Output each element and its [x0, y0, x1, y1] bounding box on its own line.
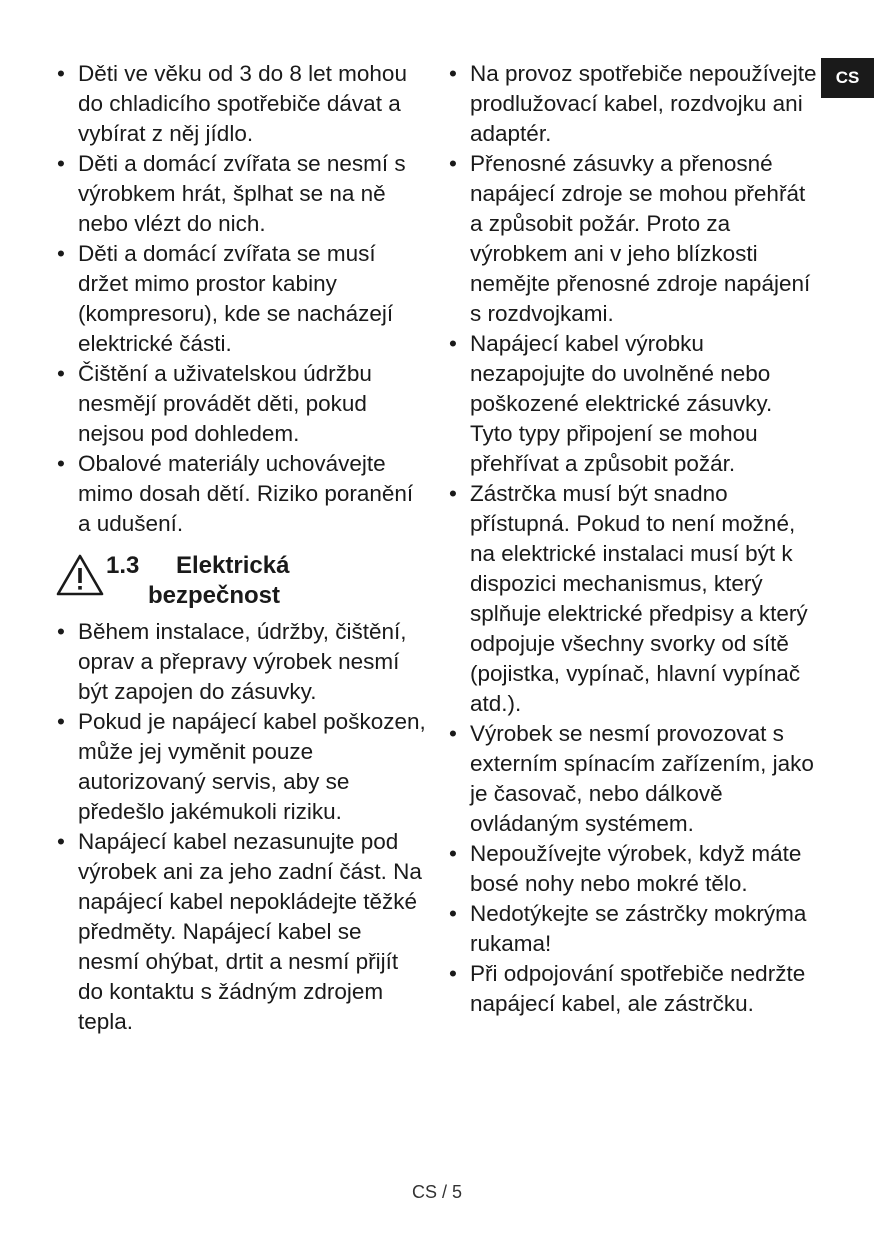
warning-triangle-icon	[56, 553, 104, 597]
list-item: • Na provoz spotřebiče nepoužívejte prodlužovací kabel, rozdvojku ani adaptér.	[448, 59, 820, 149]
right-column	[448, 59, 820, 1019]
list-item: • Děti a domácí zvířata se musí držet mimo prostor kabiny (kompresoru), kde se nacházejí elektrické části.	[56, 239, 428, 359]
list-item: • Zástrčka musí být snadno přístupná. Pokud to není možné, na elektrické instalaci musí být k dispozici mechanismus, který splňuje elektrické předpisy a který odpojuje všechny svorky od sítě (pojistka, vypínač, hlavní vypínač atd.).	[448, 479, 820, 719]
section-title	[106, 551, 306, 611]
list-item: • Pokud je napájecí kabel poškozen, může jej vyměnit pouze autorizovaný servis, aby se předešlo jakémukoli riziku.	[56, 707, 428, 827]
list-item: • Napájecí kabel nezasunujte pod výrobek ani za jeho zadní část. Na napájecí kabel nepokládejte těžké předměty. Napájecí kabel se nesmí ohýbat, drtit a nesmí přijít do kontaktu s žádným zdrojem tepla.	[56, 827, 428, 1037]
left-bullet-list-top	[56, 59, 428, 539]
left-column	[56, 59, 428, 1037]
list-item: • Čištění a uživatelskou údržbu nesmějí provádět děti, pokud nejsou pod dohledem.	[56, 359, 428, 449]
list-item: • Při odpojování spotřebiče nedržte napájecí kabel, ale zástrčku.	[448, 959, 820, 1019]
right-bullet-list	[448, 59, 820, 1019]
section-number: 1.3	[106, 552, 140, 579]
list-item: • Během instalace, údržby, čištění, oprav a přepravy výrobek nesmí být zapojen do zásuvky.	[56, 617, 428, 707]
list-item: • Děti a domácí zvířata se nesmí s výrobkem hrát, šplhat se na ně nebo vlézt do nich.	[56, 149, 428, 239]
list-item: • Výrobek se nesmí provozovat s externím spínacím zařízením, jako je časovač, nebo dálkově ovládaným systémem.	[448, 719, 820, 839]
list-item: • Děti ve věku od 3 do 8 let mohou do chladicího spotřebiče dávat a vybírat z něj jídlo.	[56, 59, 428, 149]
section-heading	[56, 551, 428, 611]
list-item: • Obalové materiály uchovávejte mimo dosah dětí. Riziko poranění a udušení.	[56, 449, 428, 539]
list-item: • Nedotýkejte se zástrčky mokrýma rukama!	[448, 899, 820, 959]
section-title-line1: Elektrická	[176, 552, 290, 579]
left-bullet-list-bottom	[56, 617, 428, 1037]
list-item: • Napájecí kabel výrobku nezapojujte do uvolněné nebo poškozené elektrické zásuvky. Tyto typy připojení se mohou přehřívat a způsobit požár.	[448, 329, 820, 479]
section-title-line2: bezpečnost	[148, 582, 281, 609]
language-tab: CS	[821, 58, 874, 98]
list-item: • Přenosné zásuvky a přenosné napájecí zdroje se mohou přehřát a způsobit požár. Proto za výrobkem ani v jeho blízkosti nemějte přenosné zdroje napájení s rozdvojkami.	[448, 149, 820, 329]
page-number: CS / 5	[411, 1182, 463, 1202]
list-item: • Nepoužívejte výrobek, když máte bosé nohy nebo mokré tělo.	[448, 839, 820, 899]
